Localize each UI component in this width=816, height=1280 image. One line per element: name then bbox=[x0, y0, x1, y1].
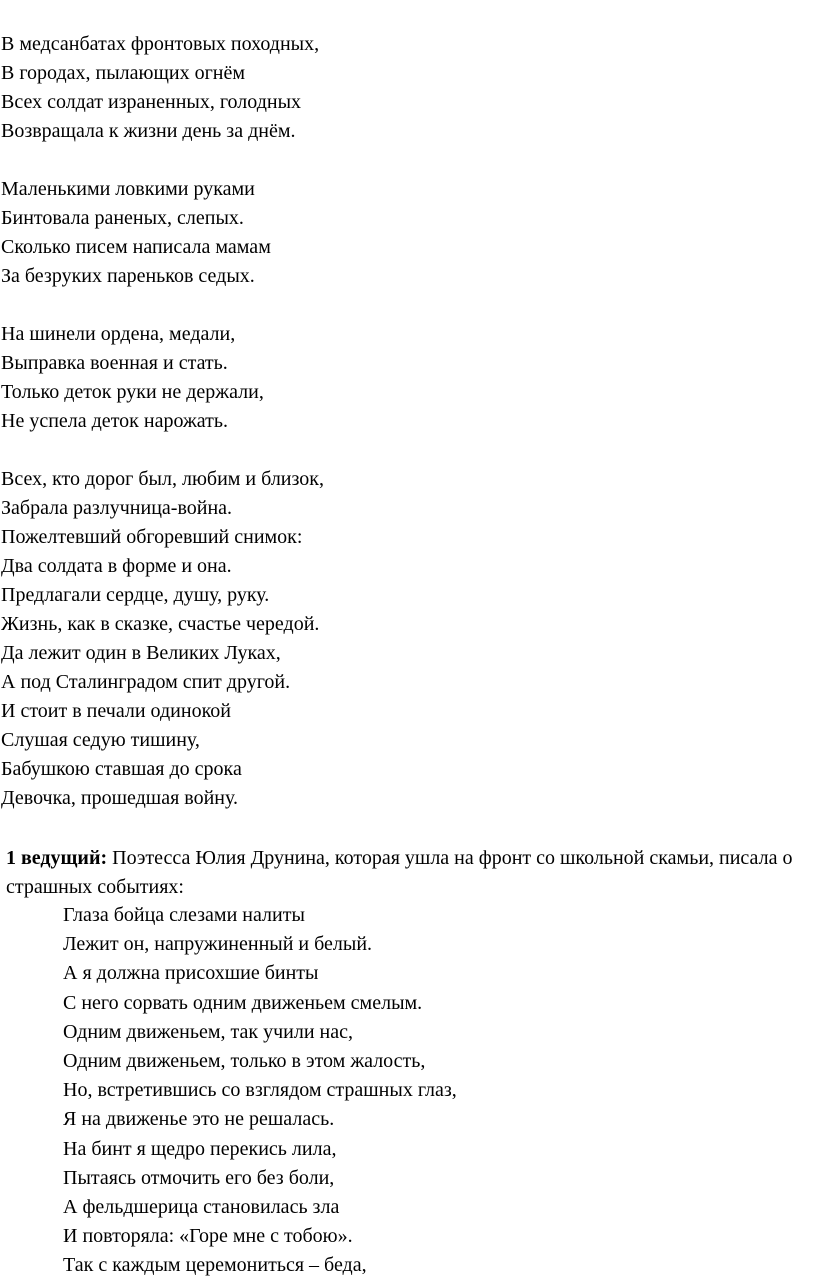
poem-line: Только деток руки не держали, bbox=[1, 381, 264, 403]
stanza bbox=[1, 320, 801, 436]
stanza bbox=[1, 30, 801, 146]
poem-line: В медсанбатах фронтовых походных, bbox=[1, 33, 320, 55]
quoted-poem-line: Лежит он, напружиненный и белый. bbox=[63, 933, 373, 956]
poem-line: Забрала разлучница-война. bbox=[1, 497, 233, 519]
poem-line: Выправка военная и стать. bbox=[1, 352, 228, 374]
host-intro-text: Поэтесса Юлия Друнина, которая ушла на фронт со школьной скамьи, писала о страшных событиях: bbox=[6, 847, 793, 898]
poem-line: Слушая седую тишину, bbox=[1, 729, 200, 751]
poem-line: Возвращала к жизни день за днём. bbox=[1, 120, 296, 142]
poem-line: Два солдата в форме и она. bbox=[1, 555, 232, 577]
speaker-label: 1 ведущий: bbox=[6, 847, 108, 869]
stanza bbox=[1, 175, 801, 291]
poem-line: Не успела деток нарожать. bbox=[1, 410, 229, 432]
host-paragraph bbox=[1, 844, 801, 901]
host-section bbox=[1, 844, 801, 1280]
poem bbox=[1, 30, 801, 842]
poem-line: Бабушкою ставшая до срока bbox=[1, 758, 242, 780]
poem-line: А под Сталинградом спит другой. bbox=[1, 671, 291, 693]
quoted-poem-line: А фельдшерица становилась зла bbox=[63, 1195, 340, 1218]
poem-line: И стоит в печали одинокой bbox=[1, 700, 231, 722]
quoted-poem-line: Но, встретившись со взглядом страшных глаз, bbox=[63, 1079, 457, 1102]
poem-line: Жизнь, как в сказке, счастье чередой. bbox=[1, 613, 320, 635]
stanza bbox=[1, 465, 801, 813]
poem-line: В городах, пылающих огнём bbox=[1, 62, 246, 84]
poem-line: Маленькими ловкими руками bbox=[1, 178, 255, 200]
quoted-poem-line: Так с каждым церемониться – беда, bbox=[63, 1254, 367, 1277]
poem-line: Всех, кто дорог был, любим и близок, bbox=[1, 468, 324, 490]
poem-line: Всех солдат израненных, голодных bbox=[1, 91, 302, 113]
quoted-poem-line: Одним движеньем, только в этом жалость, bbox=[63, 1049, 426, 1072]
quoted-poem-line: Глаза бойца слезами налиты bbox=[63, 904, 305, 926]
poem-line: Бинтовала раненых, слепых. bbox=[1, 207, 244, 229]
quoted-poem bbox=[1, 901, 801, 1280]
quoted-poem-line: Пытаясь отмочить его без боли, bbox=[63, 1166, 335, 1189]
poem-line: Да лежит один в Великих Луках, bbox=[1, 642, 281, 664]
quoted-poem-line: Я на движенье это не решалась. bbox=[63, 1108, 335, 1131]
poem-line: За безруких пареньков седых. bbox=[1, 265, 255, 287]
poem-line: Пожелтевший обгоревший снимок: bbox=[1, 526, 303, 548]
poem-line: На шинели ордена, медали, bbox=[1, 323, 236, 345]
poem-line: Девочка, прошедшая войну. bbox=[1, 787, 238, 809]
quoted-poem-line: С него сорвать одним движеньем смелым. bbox=[63, 991, 423, 1014]
quoted-poem-line: На бинт я щедро перекись лила, bbox=[63, 1137, 337, 1160]
quoted-poem-line: А я должна присохшие бинты bbox=[63, 962, 319, 985]
poem-line: Предлагали сердце, душу, руку. bbox=[1, 584, 270, 606]
quoted-poem-line: И повторяла: «Горе мне с тобою». bbox=[63, 1225, 353, 1248]
poem-line: Сколько писем написала мамам bbox=[1, 236, 271, 258]
quoted-poem-line: Одним движеньем, так учили нас, bbox=[63, 1020, 354, 1043]
